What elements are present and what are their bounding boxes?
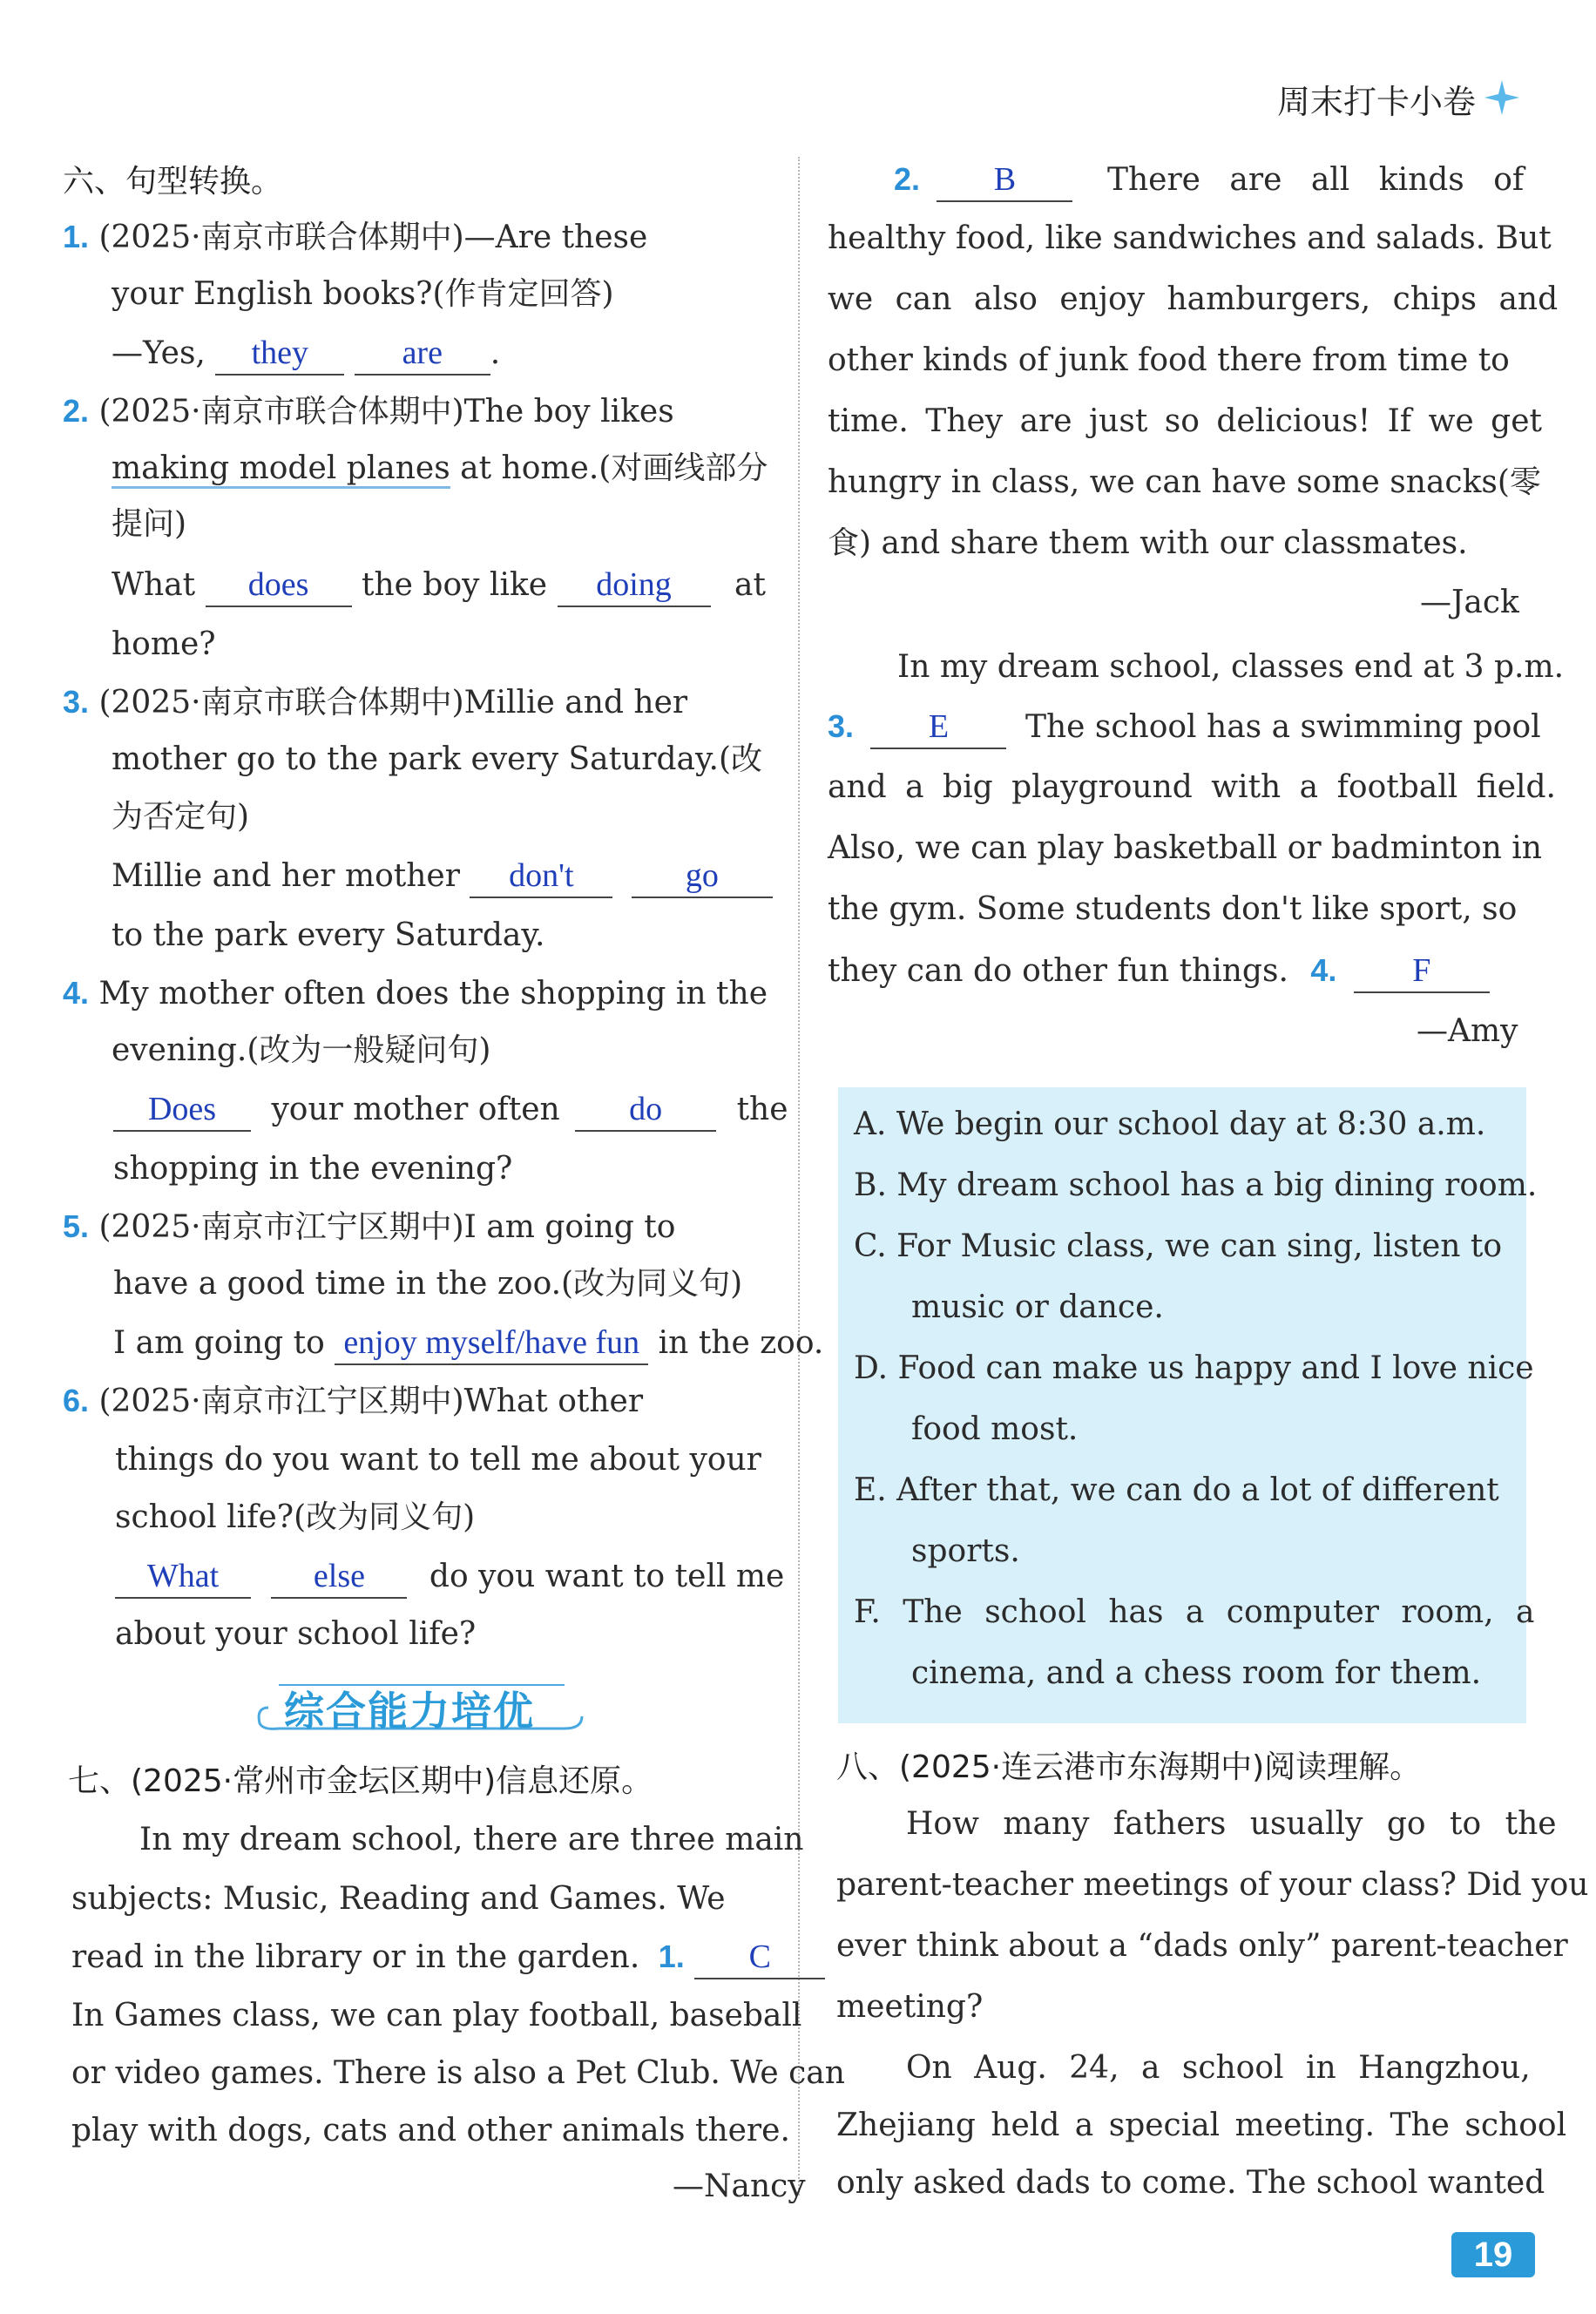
question-text: home? xyxy=(112,626,216,662)
question-text: 为否定句) xyxy=(112,799,250,835)
question-text: things do you want to tell me about your xyxy=(115,1442,761,1478)
question-number: 1. xyxy=(63,219,90,254)
question-number: 2. xyxy=(63,393,90,429)
answer-line xyxy=(113,1314,823,1373)
underlined-phrase: making model planes xyxy=(112,450,450,489)
question-text: about your school life? xyxy=(115,1616,477,1652)
answer-suffix: . xyxy=(490,335,501,371)
answer-text: What xyxy=(146,1558,220,1594)
question-text: My mother often does the shopping in the xyxy=(98,976,768,1012)
section6-title: 六、句型转换。 xyxy=(63,164,283,200)
answer-line xyxy=(112,847,773,906)
question-2 xyxy=(63,382,674,442)
question-text: (2025·南京市江宁区期中)I am going to xyxy=(98,1209,676,1245)
answer-line xyxy=(115,1547,784,1607)
answer-blank[interactable] xyxy=(937,162,1072,202)
blank-number: 3. xyxy=(828,708,855,744)
answer-suffix: at xyxy=(734,567,766,603)
signature: —Nancy xyxy=(673,2169,806,2204)
answer-text: don't xyxy=(509,857,574,894)
answer-suffix: the xyxy=(736,1092,788,1127)
answer-line xyxy=(112,324,500,383)
answer-blank[interactable] xyxy=(870,709,1006,749)
page-number: 19 xyxy=(1451,2232,1535,2277)
passage-line xyxy=(828,697,1541,757)
question-number: 6. xyxy=(63,1383,90,1418)
passage-text: There are all kinds of xyxy=(1106,162,1525,198)
answer-text: they xyxy=(251,335,309,371)
answer-text: else xyxy=(313,1558,365,1594)
answer-blank[interactable] xyxy=(113,1092,251,1132)
passage-line: time. They are just so delicious! If we get xyxy=(828,403,1542,439)
question-4 xyxy=(63,964,768,1024)
question-6 xyxy=(63,1371,643,1431)
passage-line: we can also enjoy hamburgers, chips and xyxy=(828,281,1559,317)
question-number: 3. xyxy=(63,684,90,720)
answer-text: do xyxy=(629,1091,663,1127)
passage-line: In my dream school, classes end at 3 p.m. xyxy=(897,649,1565,685)
answer-text: go xyxy=(685,857,719,894)
answer-blank[interactable] xyxy=(271,1559,407,1599)
passage-line: only asked dads to come. The school wanted xyxy=(836,2165,1545,2201)
answer-text: are xyxy=(402,335,443,371)
answer-text: doing xyxy=(596,566,672,603)
answer-blank[interactable] xyxy=(575,1092,716,1132)
option-e: E. After that, we can do a lot of different xyxy=(854,1472,1499,1508)
question-text: (2025·南京市联合体期中)—Are these xyxy=(98,220,648,255)
option-a: A. We begin our school day at 8:30 a.m. xyxy=(854,1106,1486,1142)
answer-blank[interactable] xyxy=(470,858,612,898)
blank-number: 1. xyxy=(658,1938,685,1974)
passage-line: On Aug. 24, a school in Hangzhou, xyxy=(906,2050,1531,2086)
question-text: mother go to the park every Saturday.(改 xyxy=(112,741,763,777)
answer-blank[interactable] xyxy=(558,567,711,607)
answer-blank[interactable] xyxy=(115,1559,251,1599)
passage-line: meeting? xyxy=(836,1989,984,2025)
passage-line: ever think about a “dads only” parent-teacher xyxy=(836,1928,1568,1964)
question-text: have a good time in the zoo.(改为同义句) xyxy=(113,1266,743,1302)
option-b: B. My dream school has a big dining room. xyxy=(854,1167,1538,1203)
passage-line xyxy=(894,150,1524,210)
passage-line: hungry in class, we can have some snacks(零 xyxy=(828,464,1541,500)
option-d-cont: food most. xyxy=(911,1411,1079,1447)
answer-text: E xyxy=(928,708,950,745)
passage-line: In Games class, we can play football, baseball xyxy=(71,1998,802,2033)
question-text-line xyxy=(112,439,768,498)
passage-line: or video games. There is also a Pet Club. We can xyxy=(71,2055,845,2091)
passage-line: other kinds of junk food there from time to xyxy=(828,342,1510,378)
passage-line: How many fathers usually go to the xyxy=(906,1806,1557,1842)
passage-line: healthy food, like sandwiches and salads. But xyxy=(828,220,1552,256)
question-text: (2025·南京市江宁区期中)What other xyxy=(98,1384,644,1419)
answer-line xyxy=(113,1080,788,1140)
passage-line: and a big playground with a football field. xyxy=(828,769,1557,805)
question-text: 提问) xyxy=(112,506,187,542)
answer-blank[interactable] xyxy=(215,335,344,376)
blank-number: 4. xyxy=(1310,952,1337,988)
question-text: to the park every Saturday. xyxy=(112,917,545,953)
question-text: shopping in the evening? xyxy=(113,1151,513,1187)
question-number: 5. xyxy=(63,1208,90,1244)
answer-blank[interactable] xyxy=(1354,953,1490,993)
question-text: at home.(对画线部分 xyxy=(450,450,768,486)
question-1 xyxy=(63,207,647,267)
answer-text: does xyxy=(247,566,309,603)
question-text: (2025·南京市联合体期中)Millie and her xyxy=(98,685,688,721)
passage-line: Also, we can play basketball or badminton in xyxy=(828,830,1542,866)
passage-line: 食) and share them with our classmates. xyxy=(828,525,1468,561)
option-f: F. The school has a computer room, a xyxy=(854,1594,1535,1630)
answer-text: Does xyxy=(147,1091,217,1127)
question-3 xyxy=(63,673,687,733)
sparkle-icon xyxy=(1483,78,1521,117)
answer-prefix: What xyxy=(112,567,196,603)
answer-prefix: Millie and her mother xyxy=(112,858,460,894)
question-text: evening.(改为一般疑问句) xyxy=(112,1032,491,1068)
answer-text: B xyxy=(993,161,1017,198)
answer-suffix: in the zoo. xyxy=(658,1325,824,1361)
section8-title: 八、(2025·连云港市东海期中)阅读理解。 xyxy=(836,1749,1422,1785)
option-d: D. Food can make us happy and I love nice xyxy=(854,1350,1534,1386)
option-e-cont: sports. xyxy=(911,1533,1020,1569)
option-f-cont: cinema, and a chess room for them. xyxy=(911,1655,1482,1691)
question-number: 4. xyxy=(63,975,90,1011)
answer-prefix: —Yes, xyxy=(112,335,206,371)
question-text: your English books?(作肯定回答) xyxy=(112,276,614,312)
answer-prefix: I am going to xyxy=(113,1325,325,1361)
passage-line xyxy=(71,1927,825,1987)
signature: —Amy xyxy=(1417,1013,1518,1049)
answer-blank[interactable] xyxy=(694,1939,825,1979)
answer-middle: your mother often xyxy=(271,1092,560,1127)
question-5 xyxy=(63,1197,675,1257)
answer-suffix: do you want to tell me xyxy=(429,1559,785,1594)
option-c-cont: music or dance. xyxy=(911,1289,1164,1325)
question-text: (2025·南京市联合体期中)The boy likes xyxy=(98,394,674,430)
answer-blank[interactable] xyxy=(335,1325,648,1365)
answer-blank[interactable] xyxy=(632,858,773,898)
option-c: C. For Music class, we can sing, listen to xyxy=(854,1228,1503,1264)
question-text: school life?(改为同义句) xyxy=(115,1499,476,1535)
answer-line xyxy=(112,556,766,615)
section-banner xyxy=(253,1678,589,1734)
header-title: 周末打卡小卷 xyxy=(1277,83,1477,121)
answer-text: C xyxy=(748,1938,771,1975)
banner-text: 综合能力培优 xyxy=(284,1688,535,1735)
blank-number: 2. xyxy=(894,161,921,197)
passage-line: the gym. Some students don't like sport, so xyxy=(828,891,1518,927)
column-divider xyxy=(798,157,800,2196)
passage-text: read in the library or in the garden. xyxy=(71,1939,640,1975)
passage-text: they can do other fun things. xyxy=(828,953,1288,989)
answer-middle: the boy like xyxy=(362,567,548,603)
answer-blank[interactable] xyxy=(206,567,352,607)
passage-text: The school has a swimming pool xyxy=(1025,709,1541,745)
answer-text: enjoy myself/have fun xyxy=(343,1324,640,1361)
passage-line xyxy=(828,941,1490,1001)
passage-line: subjects: Music, Reading and Games. We xyxy=(71,1881,726,1917)
answer-blank[interactable] xyxy=(355,335,490,376)
passage-line: play with dogs, cats and other animals there. xyxy=(71,2113,790,2148)
signature: —Jack xyxy=(1420,585,1519,620)
passage-line: In my dream school, there are three main xyxy=(139,1822,804,1857)
passage-line: parent-teacher meetings of your class? Did you xyxy=(836,1867,1589,1903)
answer-text: F xyxy=(1412,952,1431,989)
passage-line: Zhejiang held a special meeting. The school xyxy=(836,2108,1567,2143)
section7-title: 七、(2025·常州市金坛区期中)信息还原。 xyxy=(68,1763,653,1799)
